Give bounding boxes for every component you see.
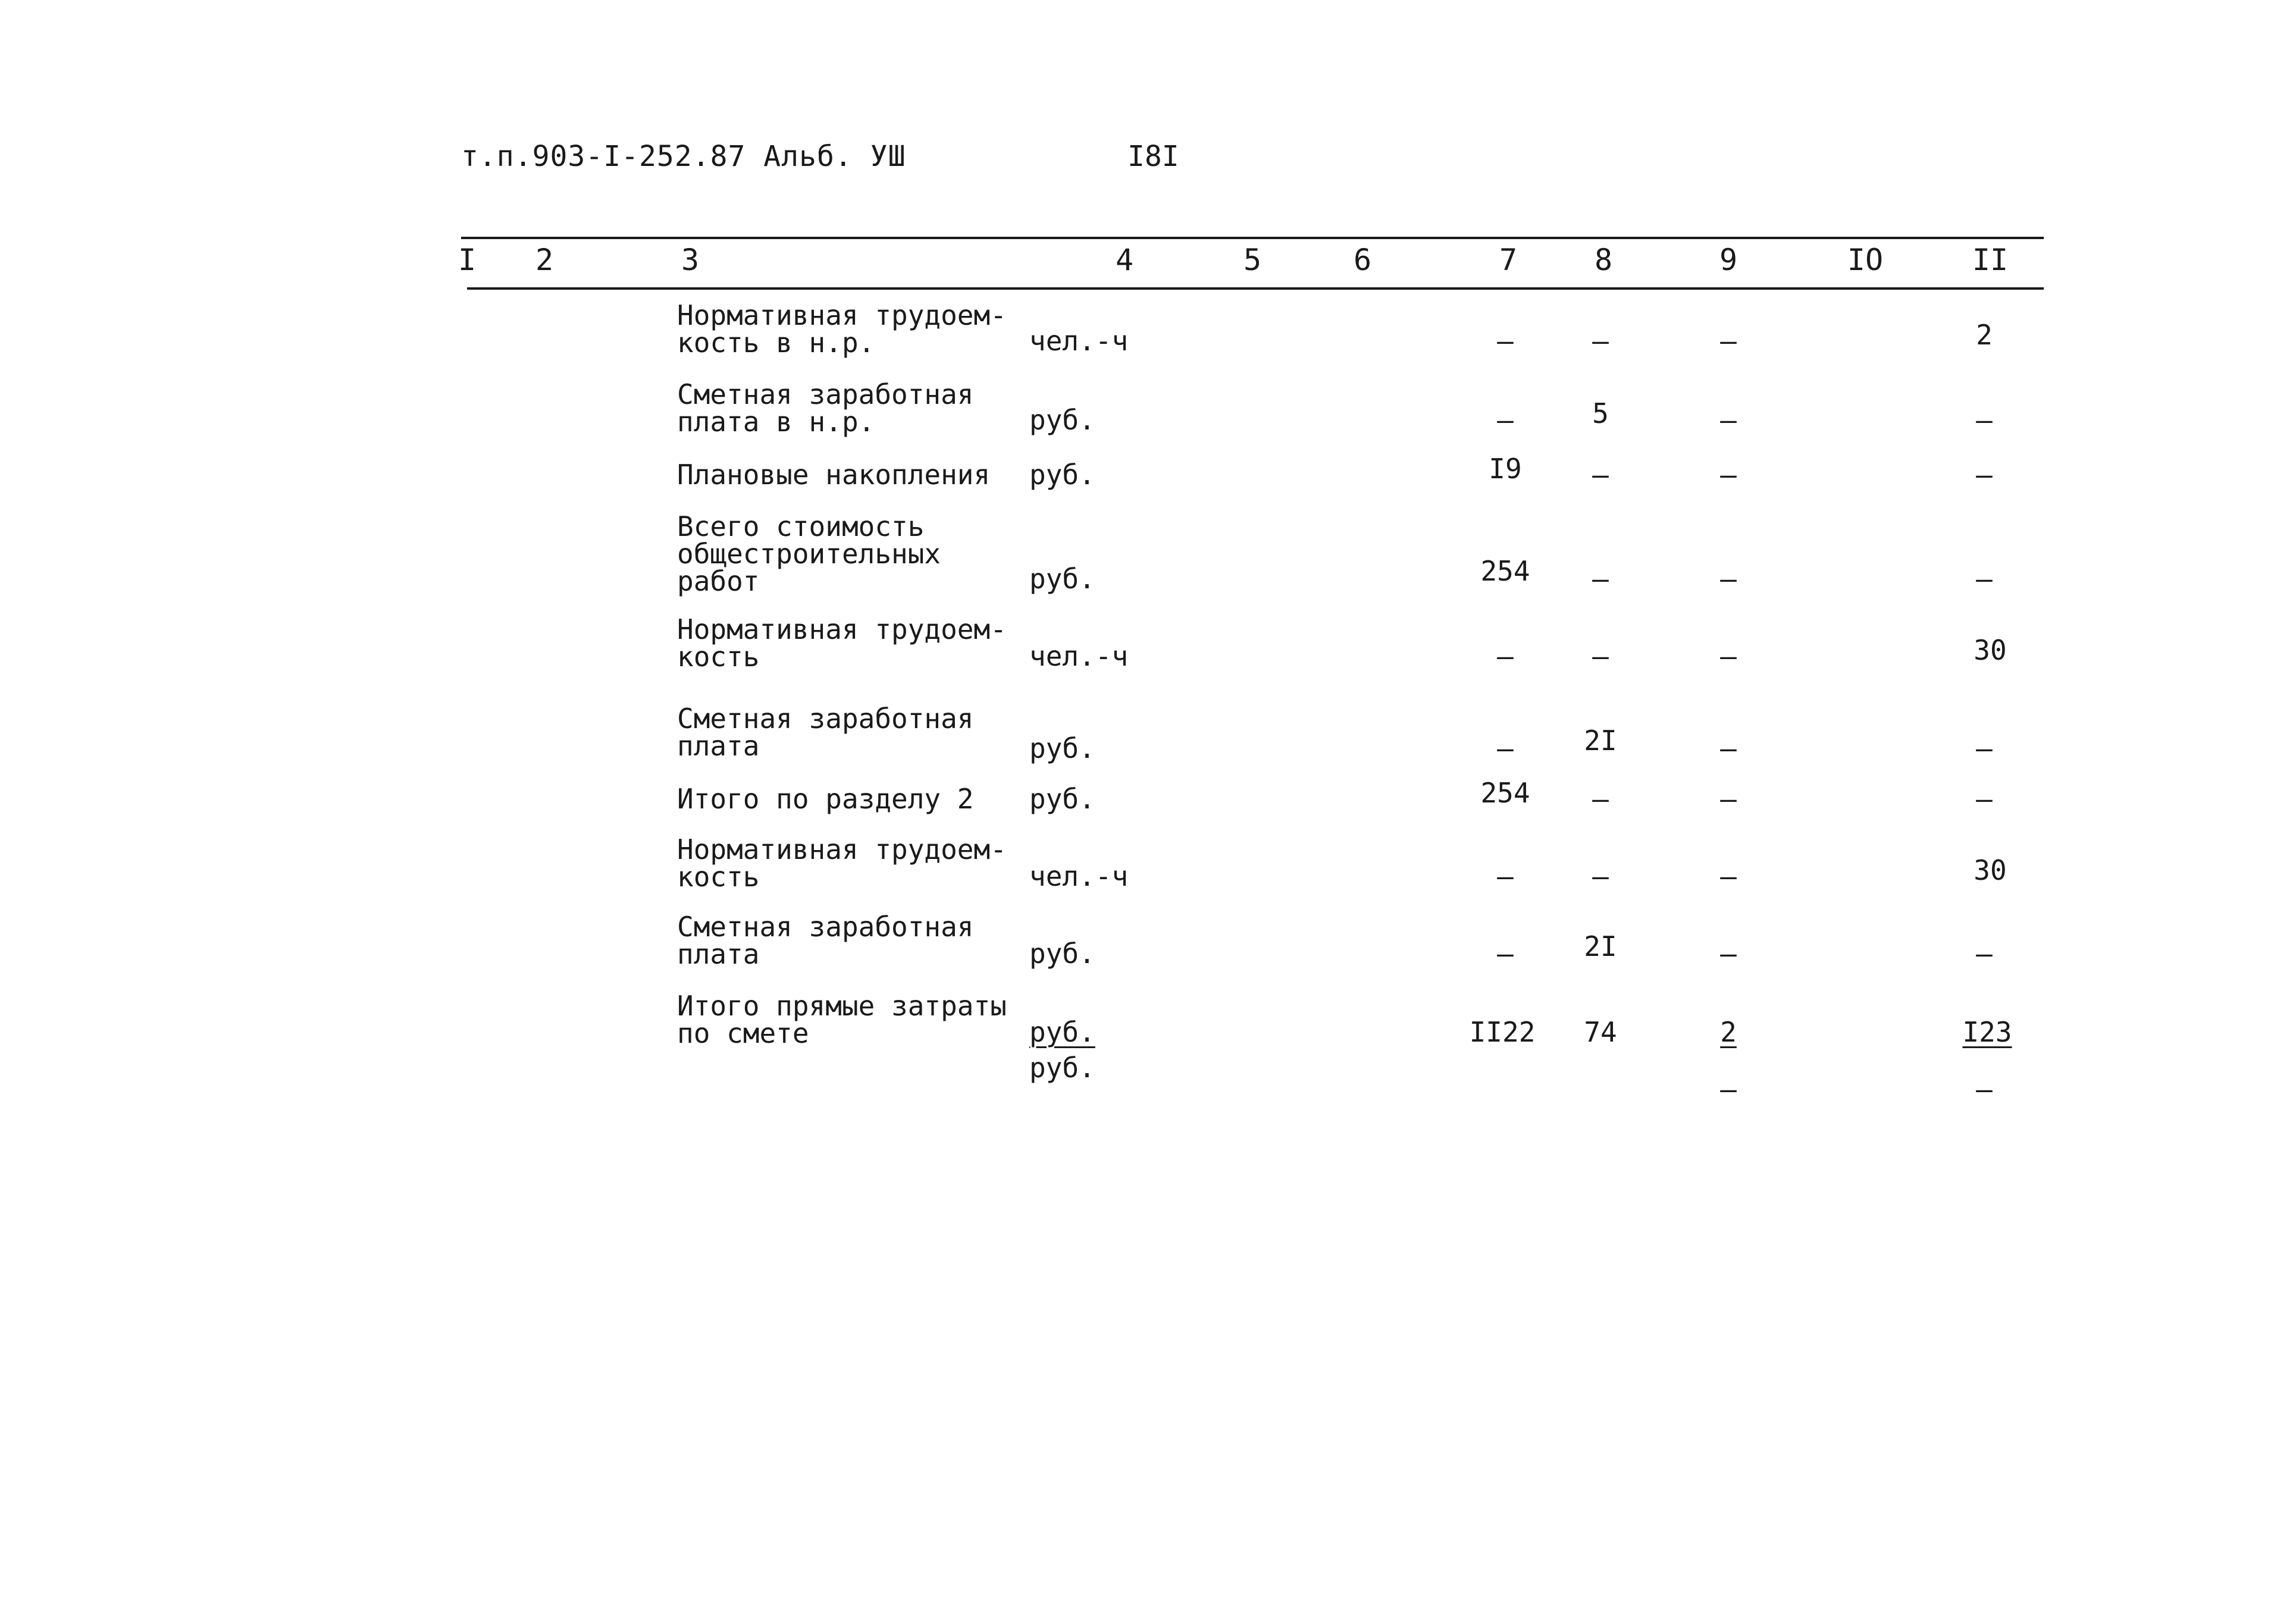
row-description: Сметная заработная плата <box>677 911 974 970</box>
row-col-9: – <box>1720 937 1737 970</box>
row-unit-secondary: руб. <box>1029 1052 1095 1084</box>
row-col-11: – <box>1976 783 1993 815</box>
row-col-11: – <box>1976 563 1993 595</box>
page-number: I8I <box>1127 140 1179 173</box>
row-col-9: – <box>1720 860 1737 892</box>
row-col-8: – <box>1592 783 1609 815</box>
row-col-11: – <box>1976 937 1993 970</box>
column-header-3: 3 <box>681 243 700 277</box>
column-header-7: 7 <box>1499 243 1518 277</box>
row-col-11: – <box>1976 732 1993 764</box>
row-col-7: – <box>1497 640 1514 672</box>
row-col-7: 254 <box>1480 777 1530 809</box>
row-col-11: – <box>1976 459 1993 491</box>
row-unit: руб. <box>1029 459 1095 491</box>
row-description: Нормативная трудоем- кость <box>677 833 1007 893</box>
row-unit: руб. <box>1029 404 1095 436</box>
column-header-10: IO <box>1847 243 1884 277</box>
row-col-7: – <box>1497 325 1514 357</box>
row-description: Всего стоимость общестроительных работ <box>677 510 941 597</box>
row-description: Сметная заработная плата в н.р. <box>677 378 974 438</box>
row-unit: чел.-ч <box>1029 640 1129 672</box>
row-description: Сметная заработная плата <box>677 703 974 762</box>
row-col-9: 2 <box>1720 1016 1737 1048</box>
row-col-9: – <box>1720 459 1737 491</box>
column-header-11: II <box>1972 243 2009 277</box>
row-description: Итого по разделу 2 <box>677 783 974 815</box>
row-unit: чел.-ч <box>1029 325 1129 357</box>
row-col-9: – <box>1720 640 1737 672</box>
row-col-8: – <box>1592 563 1609 595</box>
row-col-9: – <box>1720 325 1737 357</box>
table-header-rule <box>467 287 2044 290</box>
column-header-8: 8 <box>1594 243 1613 277</box>
row-col-11: I23 <box>1962 1016 2012 1048</box>
row-col-11: – <box>1976 404 1993 436</box>
column-header-9: 9 <box>1719 243 1738 277</box>
row-col-7: 254 <box>1480 555 1530 587</box>
row-col-8: – <box>1592 640 1609 672</box>
row-col-11: 30 <box>1974 634 2007 666</box>
row-col-7: – <box>1497 860 1514 892</box>
row-description: Нормативная трудоем- кость <box>677 613 1007 673</box>
row-col-9: – <box>1720 563 1737 595</box>
row-unit: руб. <box>1029 937 1095 970</box>
row-unit: руб. <box>1029 1016 1095 1048</box>
row-col-11-secondary: – <box>1976 1073 1993 1105</box>
row-description: Итого прямые затраты по смете <box>677 990 1007 1049</box>
row-col-11: 2 <box>1976 319 1993 351</box>
document-code: т.п.903-I-252.87 Альб. УШ <box>461 140 906 173</box>
row-col-9-secondary: – <box>1720 1073 1737 1105</box>
row-col-9: – <box>1720 783 1737 815</box>
table-top-rule <box>461 237 2044 239</box>
row-unit: чел.-ч <box>1029 860 1129 892</box>
column-header-1: I <box>458 243 477 277</box>
row-description: Нормативная трудоем- кость в н.р. <box>677 299 1007 359</box>
row-description: Плановые накопления <box>677 459 991 491</box>
column-header-5: 5 <box>1243 243 1262 277</box>
row-col-8: 2I <box>1584 930 1617 962</box>
row-col-8: 5 <box>1592 397 1609 429</box>
row-col-7: – <box>1497 937 1514 970</box>
row-col-8: – <box>1592 459 1609 491</box>
row-col-11: 30 <box>1974 854 2007 886</box>
row-col-7: – <box>1497 732 1514 764</box>
row-col-7: I9 <box>1489 453 1522 485</box>
row-col-9: – <box>1720 732 1737 764</box>
row-unit: руб. <box>1029 783 1095 815</box>
row-col-8: 2I <box>1584 725 1617 757</box>
column-header-4: 4 <box>1115 243 1134 277</box>
column-header-6: 6 <box>1353 243 1372 277</box>
row-col-9: – <box>1720 404 1737 436</box>
row-unit: руб. <box>1029 732 1095 764</box>
row-col-8: – <box>1592 325 1609 357</box>
row-col-7: II22 <box>1469 1016 1536 1048</box>
row-col-8: 74 <box>1584 1016 1617 1048</box>
row-unit: руб. <box>1029 563 1095 595</box>
column-header-2: 2 <box>535 243 554 277</box>
row-col-8: – <box>1592 860 1609 892</box>
row-col-7: – <box>1497 404 1514 436</box>
